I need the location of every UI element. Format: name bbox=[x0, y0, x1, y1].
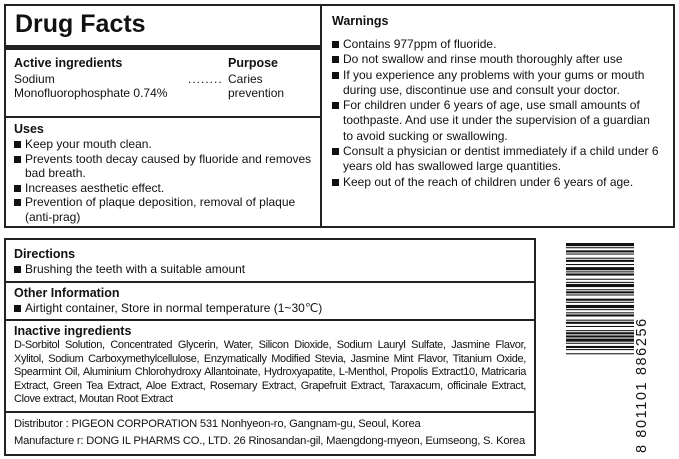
barcode-bar bbox=[566, 322, 634, 324]
uses-item: Keep your mouth clean. bbox=[14, 137, 312, 152]
barcode-bars bbox=[566, 243, 634, 354]
warning-item: Keep out of the reach of children under 6 years of age. bbox=[332, 175, 663, 190]
barcode-bar bbox=[566, 312, 634, 313]
barcode-bar bbox=[566, 346, 634, 348]
bullet-square-icon bbox=[14, 185, 21, 192]
barcode-bar bbox=[566, 258, 634, 259]
barcode-bar bbox=[566, 284, 634, 287]
barcode-bar bbox=[566, 282, 634, 283]
bullet-square-icon bbox=[14, 141, 21, 148]
uses-section bbox=[6, 118, 320, 224]
bullet-square-icon bbox=[14, 156, 21, 163]
inactive-ingredients-header: Inactive ingredients bbox=[14, 324, 132, 338]
warnings-header: Warnings bbox=[332, 14, 389, 28]
bullet-square-icon bbox=[14, 305, 21, 312]
leader-dots: ........ bbox=[188, 72, 223, 86]
bullet-square-icon bbox=[332, 56, 339, 63]
drug-facts-panel bbox=[4, 4, 322, 228]
uses-header: Uses bbox=[14, 122, 44, 136]
ingredient-line-2: Monofluorophosphate 0.74% bbox=[14, 86, 168, 100]
barcode-bar bbox=[566, 247, 634, 248]
directions-header: Directions bbox=[14, 247, 76, 261]
bullet-square-icon bbox=[332, 148, 339, 155]
barcode-digits: 8 801101 886256 bbox=[634, 317, 650, 453]
purpose-header: Purpose bbox=[228, 56, 279, 70]
directions-item: Brushing the teeth with a suitable amount bbox=[14, 262, 526, 277]
warning-item: For children under 6 years of age, use small amounts of toothpaste. And use it under the supervision of a guardian to avoid sucking or swallowing. bbox=[332, 98, 663, 144]
barcode-bar bbox=[566, 254, 634, 255]
bullet-square-icon bbox=[332, 179, 339, 186]
purpose-line-1: Caries bbox=[228, 72, 263, 86]
drug-facts-title: Drug Facts bbox=[15, 10, 146, 38]
barcode-bar bbox=[566, 250, 634, 252]
bullet-square-icon bbox=[332, 102, 339, 109]
barcode-bar bbox=[566, 271, 634, 272]
barcode-bar bbox=[566, 279, 634, 280]
barcode-bar bbox=[566, 339, 634, 342]
barcode-bar bbox=[566, 330, 634, 331]
uses-item: Prevents tooth decay caused by fluoride and removes bad breath. bbox=[14, 152, 312, 181]
barcode bbox=[566, 243, 676, 455]
active-ingredients-section bbox=[6, 50, 320, 116]
warning-item: Consult a physician or dentist immediately if a child under 6 years old has swallowed large quantities. bbox=[332, 144, 663, 175]
barcode-bar bbox=[566, 305, 634, 308]
barcode-bar bbox=[566, 349, 634, 350]
barcode-bar bbox=[566, 326, 634, 327]
ingredient-line-1: Sodium bbox=[14, 72, 55, 86]
barcode-bar bbox=[566, 332, 634, 334]
uses-item: Increases aesthetic effect. bbox=[14, 181, 312, 196]
barcode-bar bbox=[566, 291, 634, 293]
barcode-bar bbox=[566, 335, 634, 337]
barcode-bar bbox=[566, 264, 634, 265]
barcode-bar bbox=[566, 273, 634, 275]
bullet-square-icon bbox=[14, 199, 21, 206]
other-information-item: Airtight container, Store in normal temperature (1~30℃) bbox=[14, 301, 526, 316]
bullet-square-icon bbox=[332, 72, 339, 79]
other-information-header: Other Information bbox=[14, 285, 120, 300]
bullet-square-icon bbox=[332, 41, 339, 48]
active-ingredients-header: Active ingredients bbox=[14, 56, 123, 70]
barcode-bar bbox=[566, 267, 634, 270]
warning-item: Do not swallow and rinse mouth thoroughly after use bbox=[332, 52, 663, 67]
barcode-bar bbox=[566, 320, 634, 321]
barcode-bar bbox=[566, 260, 634, 262]
barcode-bar bbox=[566, 289, 634, 290]
directions-panel bbox=[4, 238, 536, 456]
barcode-bar bbox=[566, 309, 634, 310]
warnings-panel bbox=[320, 4, 675, 228]
purpose-line-2: prevention bbox=[228, 86, 285, 100]
barcode-bar bbox=[566, 294, 634, 295]
bullet-square-icon bbox=[14, 266, 21, 273]
barcode-bar bbox=[566, 299, 634, 301]
uses-item: Prevention of plaque deposition, removal of plaque (anti-prag) bbox=[14, 195, 312, 224]
barcode-bar bbox=[566, 353, 634, 354]
warning-item: If you experience any problems with your gums or mouth during use, discontinue use and consult your doctor. bbox=[332, 68, 663, 99]
warning-item: Contains 977ppm of fluoride. bbox=[332, 37, 663, 52]
barcode-bar bbox=[566, 343, 634, 344]
manufacturer-line: Manufacture r: DONG IL PHARMS CO., LTD. 26 Rinosandan-gil, Maengdong-myeon, Eumseong, S. Korea bbox=[14, 434, 525, 447]
barcode-bar bbox=[566, 314, 634, 316]
inactive-ingredients-text: D-Sorbitol Solution, Concentrated Glycerin, Water, Silicon Dioxide, Sodium Lauryl Sulfate, Jasmine Flavor, Xylitol, Sodium Carboxymethylcellulose, Enzymatically Modified Stevia, Jasmine Mint Flavor, Titanium Oxide, Spearmint Oil, Aluminium Chlorohydroxy Allantoinate, Hydroxyapatite, L-Menthol, Propolis Extract10, Matricaria Extract, Green Tea Extract, Aloe Extract, Rosemary Extract, Grapefruit Extract, Taraxacum, officinale Extract, Clove extract, Moutan Root Extract bbox=[14, 339, 526, 405]
barcode-bar bbox=[566, 243, 634, 246]
distributor-line: Distributor : PIGEON CORPORATION 531 Nonhyeon-ro, Gangnam-gu, Seoul, Korea bbox=[14, 417, 421, 430]
barcode-bar bbox=[566, 302, 634, 303]
